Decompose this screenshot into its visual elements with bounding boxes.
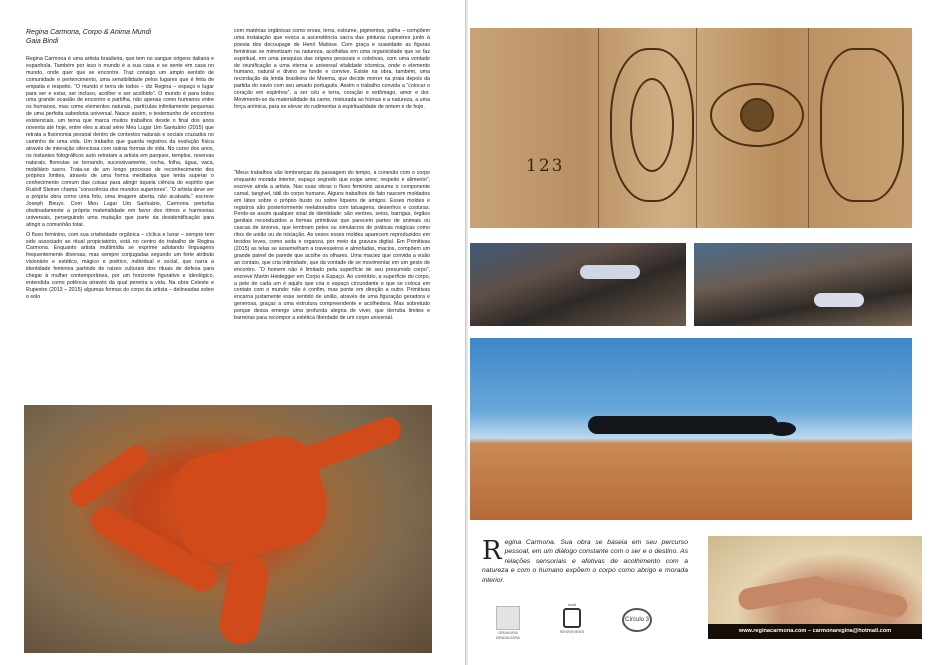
logo-circulo	[619, 608, 655, 632]
hide-inscription: 123	[526, 156, 565, 176]
paragraph: “Meus trabalhos são lembranças da passagem do tempo, a conexão com o corpo enquanto morada interior, espaço segredo que exige amor, respeito e alimento”, escreve ainda a artista. Nas suas obras o fluxo feminino assume o componente carnal, tangível, tátil do corpo humano. Alguns trabalhos de fato nascem moldados em látex sobre o próprio busto ou sobre líquens de amigos. Esses moldes e registros são posteriormente reelaborados com tatuagens, desenhos e costuras. Perde-se assim qualquer sinal de identidade: são ventres, seios, barrigas, órgãos genitais reconduzidos a formas primitivas que parecem partes de animais ou cascas de árvores, que lembram peles ou simulacros de práticas mágicas como ritos de união ou de iniciação. As vezes esses moldes aparecem reproduzidos em tecidos leves, como seda e organza, por meio da gravura digital. Em Primitivas (2015) as telas se assemelham a travesseiros e almofadas, macios, compõem um grande painel de parede que acolhe os olhares. Uma maciez que convida a visão ao contato, que cria intimidade, que da vontade de se movimentar em um gesto de encontro. “O homem não é limitado pela superfície de seu presumido corpo”, escreve Martin Heidegger em Corpo e Espaço. Ao contrário, a superfície do corpo, a pele de cada um é aquilo que cria o espaço circundante e que se coloca em contato com o mundo: não é confim, mas ponte em direção a outro. Primitivas encarna justamente esse sentido de união, através de uma figuração geradora e generosa, graças a uma estrutura compreendente e acolhedora. Mas sobretudo porque dessa emerge uma profunda alegria de viver, que derruba limites e barreiras para recompor a estética liberdade de um corpo universal.	[234, 170, 430, 322]
red-figure-leg	[66, 441, 152, 511]
website-link[interactable]: www.reginacarmona.com	[738, 628, 807, 634]
article-author: Gaia Bindi	[26, 38, 59, 45]
spiral-drawing	[820, 48, 904, 202]
lying-figure-rocks-photo-2	[694, 243, 912, 326]
logo-gravura-text: GRAVURA BRASILEIRA	[496, 630, 520, 640]
lying-figure-head	[768, 422, 796, 436]
paragraph: com matérias orgânicas como ervas, terra, estrume, pigmentos, palha – compõem uma instalação que evoca a ascendência sacra das pinturas rupestres junto à poesia dos decoupage de Henri Matisse. Com graça e suavidade as figuras femininas se mimetizam na natureza, acolhidas em uma organicidade que se faz espiritual, em uma pesquisa das origens pessoais e coletivas, com uma vontade de reunificação a uma eterna e universal vitalidade cósmica, onde o elemento humano, natural e divino se funde e convive. Existe na obra, também, uma recordação da lenda brasileira de Moema, que decide morrer na praia depois da partida do navio com seu amado português. Assim o trabalho convida a “colocar o coração em espinhos”, a ser céu e terra, coração e estômago, amor e dor. Movimento-se da materialidade da carne, misturada ao húmus e a natureza, a uma força anímica, para se elevar do rudimentar à espiritualidade de ontem e de hoje.	[234, 28, 430, 110]
red-figure-leg	[216, 552, 271, 648]
hand-left	[737, 574, 829, 611]
article-header	[26, 28, 151, 46]
spiral-drawing	[630, 78, 674, 172]
gravura-mark-icon	[496, 606, 520, 630]
paragraph: O fluxo feminino, com sua criatividade orgânica – cíclica e lunar – sempre tem sido associado ao ritual propiciatório, está no centro do trabalho de Regina Carmona. Enquanto artista multimídia se exprime adotando linguagens frequentemente diversas, mas sempre conjugadas segundo um forte atributo visionário e estético, mágico e poético, individual e social, que narra a identidade feminina partindo de raízes culturais dos rituais de defesa para chegar à mulher contemporânea, por um horizonte figurativo e ideológico, entendida como potência através da qual penetra a vida. Na obra Celeste e Rupestre (2013 – 2015) algumas formas do corpo da artista – delineadas sobre o solo	[26, 231, 214, 300]
contact-separator: –	[806, 628, 813, 634]
sinal-mark-icon	[563, 608, 581, 628]
logo-sinal-top-text: sinal	[567, 602, 577, 607]
eye-pupil	[740, 98, 774, 132]
lying-figure	[580, 265, 640, 279]
article-title: Regina Carmona, Corpo & Anima Mundi	[26, 29, 152, 36]
sponsor-logos	[489, 598, 679, 642]
logo-sinal-bottom-text: SENSEVENS	[559, 629, 585, 634]
lying-figure	[588, 416, 778, 434]
text-column-2-continued	[234, 170, 430, 398]
drop-cap: R	[482, 536, 502, 566]
lying-figure-rocks-photo-1	[470, 243, 686, 326]
pull-quote-text: egina Carmona. Sua obra se baseia em seu percurso pessoal, em um diálogo constante com o ser e o destino. As relações sensoriais e afetivas de acolhimento com a natureza e com o humano expõem o corpo como abrigo e morada interior.	[482, 539, 688, 584]
leather-hide-photo	[470, 28, 912, 228]
circulo-mark-icon: Círculo 3	[622, 608, 652, 632]
logo-gravura	[493, 606, 523, 640]
red-figure-earth-photo	[24, 405, 432, 653]
photo-divider	[598, 28, 599, 228]
hand-right	[817, 579, 910, 619]
paragraph: Regina Carmona é uma artista brasileira, que tem no sangue origens italiana e espanhola. Também por isso o mundo é a sua casa e se sente em casa no mundo, onde quer que se encontre. Traz consigo um amplo sentido de comunidade e pertencimento, uma sensibilidade pelos lugares que é feita de empatia e respeito. “O mundo é terra de todos – diz Regina – espaço e lugar para ser e estar, ser incluso, acolher e ser acolhido”. O mundo é para todos uma grande ocasião de encontro e partilha, não apenas como humanos entre os humanos, mas como elementos naturais, partículas infinitamente pequenas de uma perfeita sabedoria universal. Nasce assim, o testemunho de encontros existenciais, um terna que marca muitos trabalhos desde o final dos anos noventa até hoje, entre eles a atual série Meu Lugar Um Santuário (2015) que retrata a fisionomia pessoal dentro de contextos naturais e sociais cruzados no caminho de uma vida. Um trabalho que guarda registros da evolução física através de interação silenciosa com outras formas de vida. No curso dos anos, os instantes fotográficos auto retratam a artista em parques, templos, reservas naturais, florestas se tornando, sucessivamente, rocha, folha, água, vaca, mobiliário sacro. Trata-se de um longo processo de reconhecimento dos próprios limites, através de uma forma meditativa que tenta superar o conhecimento comum das coisas para atingir àquela ciência do espírito que Rudolf Steiner chama “consciência dos mundos superiores”. “O artista deve ver a própria obra como uma foto, uma imagem aberta, não acabada.” escreve Joseph Beuys. Com Meu Lugar Um Santuário, Carmona perturba obstinadamente a própria materialidade em favor dos ritmos e harmonias universais, perseguindo uma mutação que parte da desidentificação para atingir a comunhão total.	[26, 56, 214, 228]
pull-quote	[482, 538, 688, 585]
text-column-1	[26, 56, 214, 398]
logo-sinal	[557, 602, 587, 634]
lying-figure	[814, 293, 864, 307]
beach-lying-figure-photo	[470, 338, 912, 520]
photo-divider	[808, 28, 809, 228]
contact-bar	[708, 624, 922, 639]
email-link[interactable]: carmonaregina@hotmail.com	[812, 628, 892, 634]
photo-divider	[696, 28, 697, 228]
